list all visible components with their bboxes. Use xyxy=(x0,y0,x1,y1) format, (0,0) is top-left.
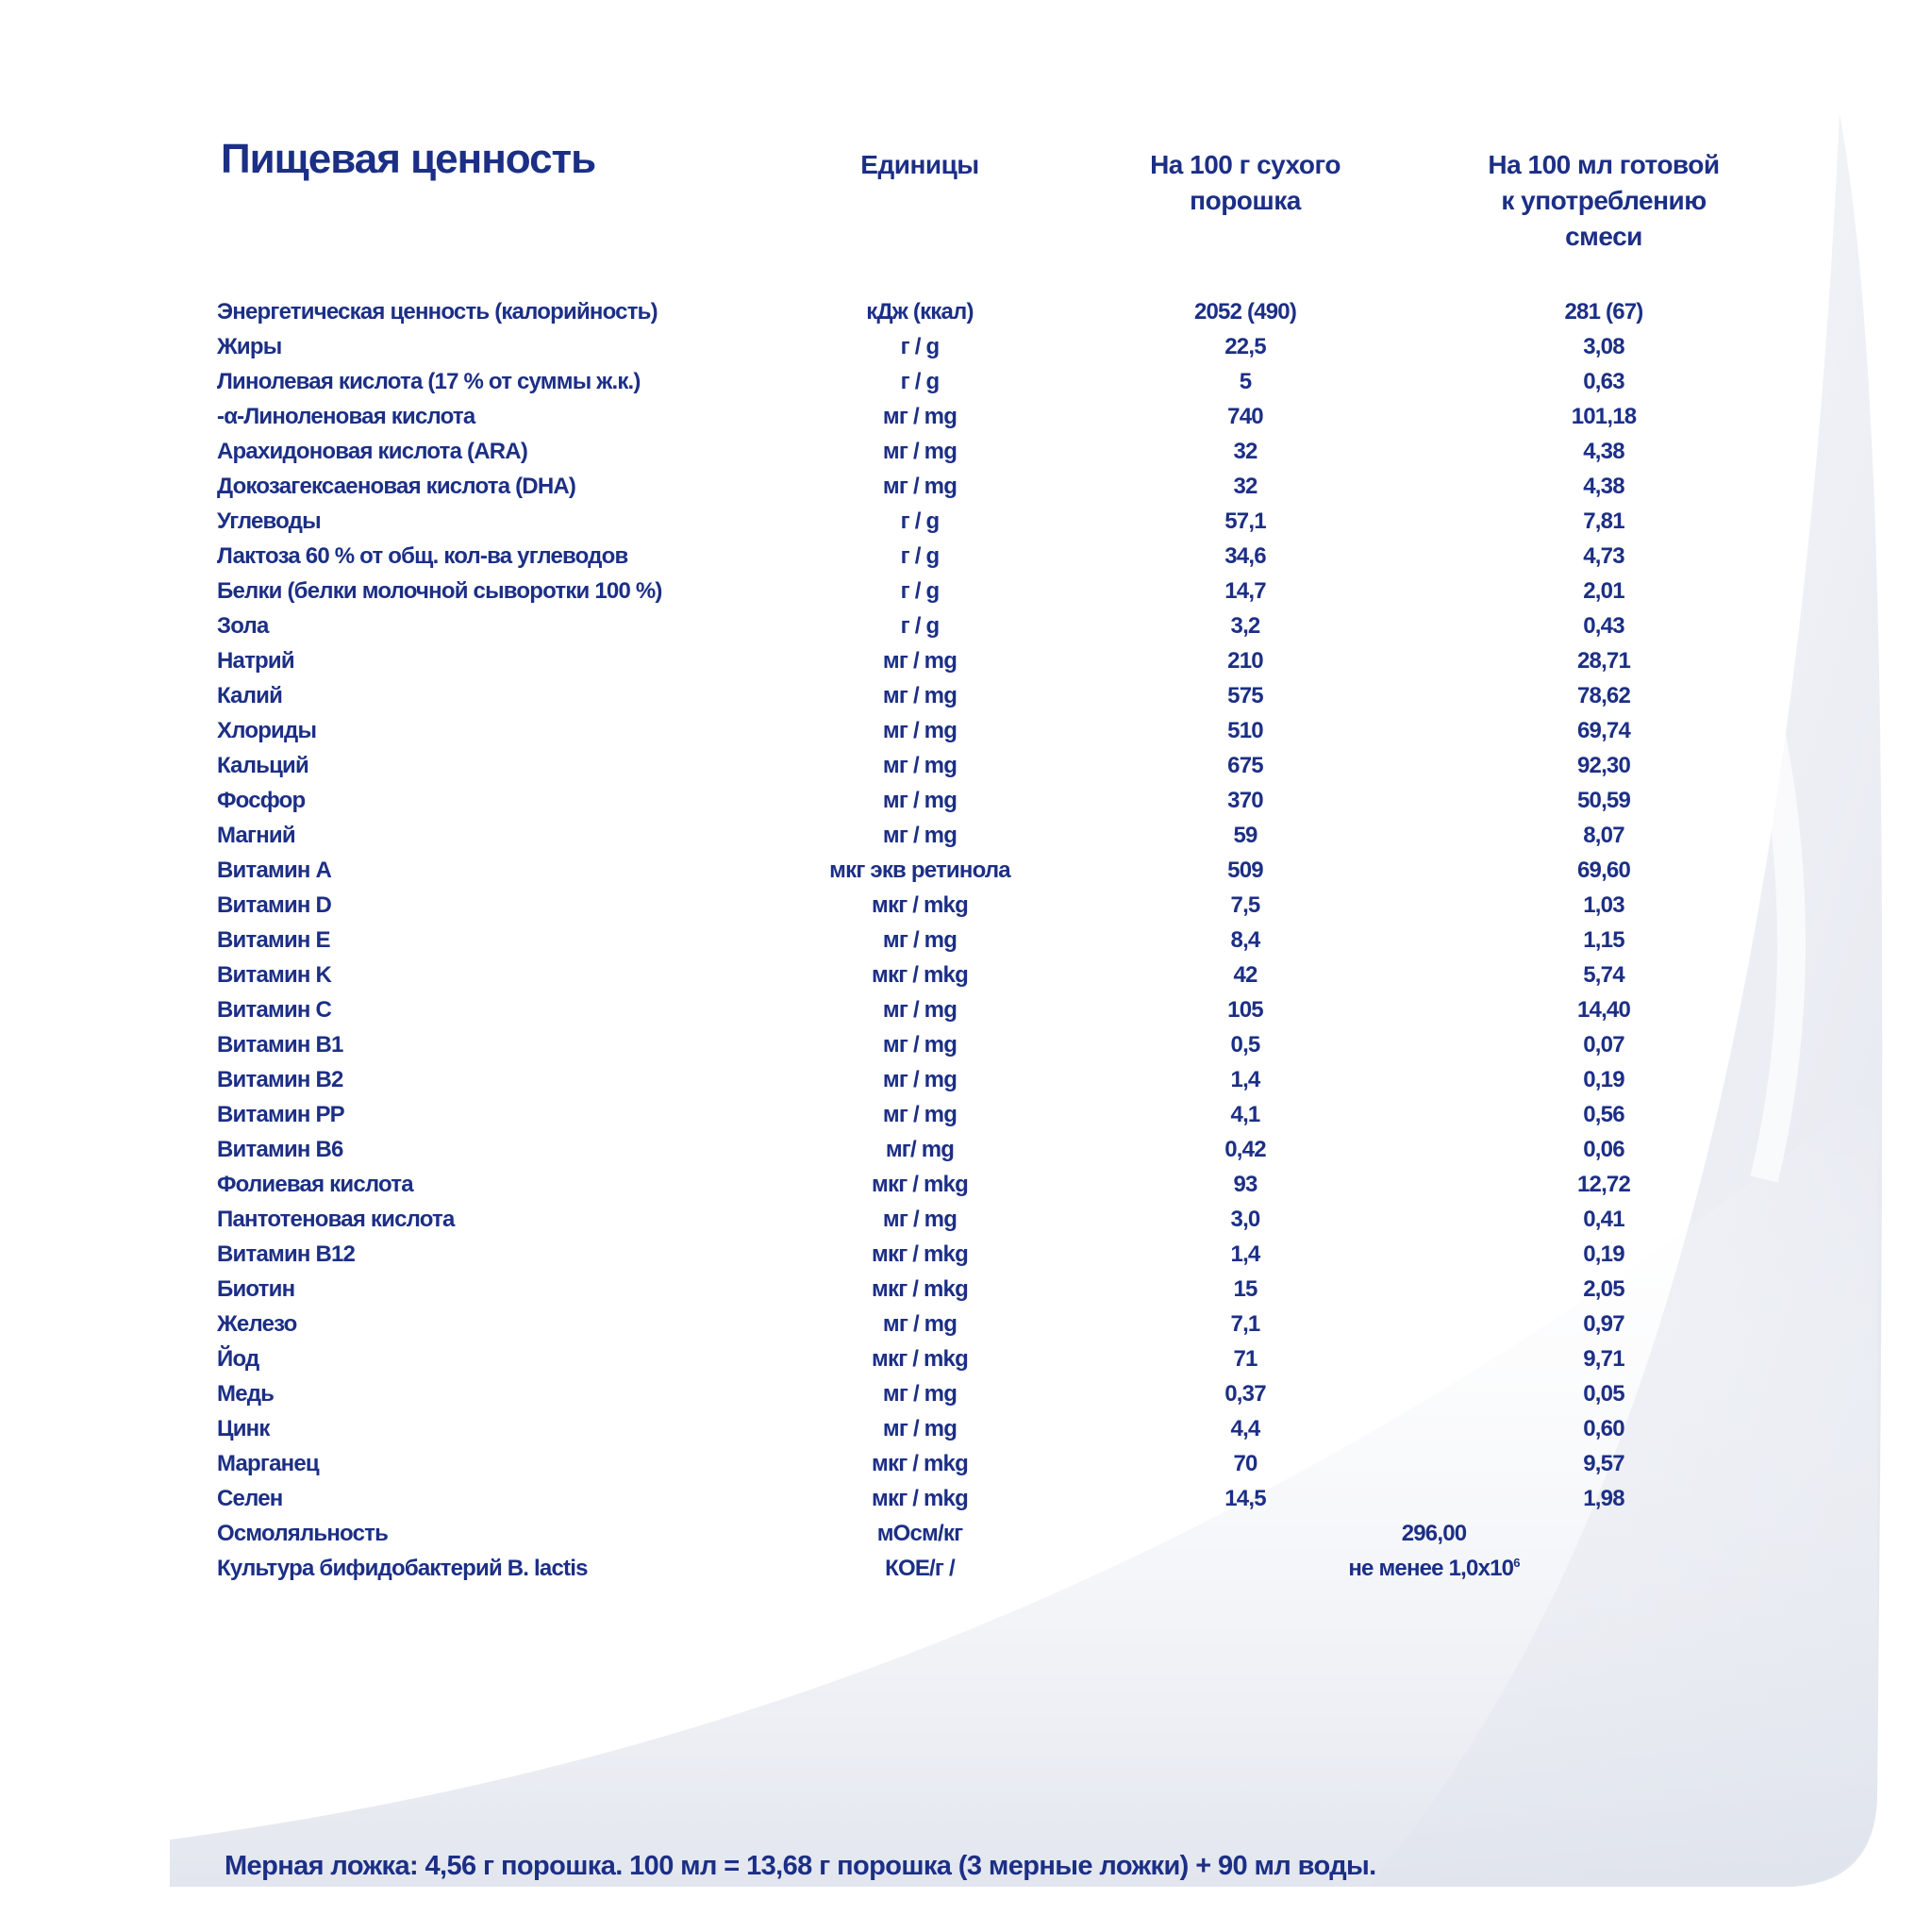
value-per-100ml-ready: 0,43 xyxy=(1583,613,1624,639)
table-row xyxy=(0,818,1932,853)
nutrient-name: Лактоза 60 % от общ. кол-ва углеводов xyxy=(217,543,628,569)
value-per-100g-dry: 1,4 xyxy=(1230,1241,1260,1267)
nutrient-name: Йод xyxy=(217,1346,259,1372)
table-row xyxy=(0,364,1932,399)
value-per-100g-dry: 1,4 xyxy=(1230,1067,1260,1092)
nutrient-unit: г / g xyxy=(900,334,940,359)
nutrient-name: Докозагексаеновая кислота (DHA) xyxy=(217,474,576,499)
nutrient-name: Витамин C xyxy=(217,997,331,1023)
value-per-100g-dry: 32 xyxy=(1233,474,1257,499)
table-row xyxy=(0,1027,1932,1062)
table-row xyxy=(0,608,1932,643)
nutrient-unit: мг / mg xyxy=(882,439,958,464)
nutrient-unit: мг / mg xyxy=(882,648,958,674)
nutrient-unit: мг / mg xyxy=(882,474,958,499)
value-per-100g-dry: 105 xyxy=(1227,997,1263,1023)
value-per-100g-dry: 0,37 xyxy=(1224,1381,1266,1407)
value-per-100g-dry: 42 xyxy=(1233,962,1257,988)
nutrient-unit: г / g xyxy=(900,369,940,394)
nutrient-name: -α-Линоленовая кислота xyxy=(217,404,475,429)
value-per-100ml-ready: 2,01 xyxy=(1583,578,1624,604)
value-per-100g-dry: 34,6 xyxy=(1224,543,1266,569)
table-row xyxy=(0,888,1932,923)
nutrient-unit: г / g xyxy=(900,578,940,604)
value-per-100ml-ready: 69,60 xyxy=(1576,858,1631,883)
value-per-100g-dry: 22,5 xyxy=(1224,334,1266,359)
value-per-100ml-ready: 281 (67) xyxy=(1564,299,1643,325)
value-per-100ml-ready: 3,08 xyxy=(1583,334,1624,359)
footer-note: Мерная ложка: 4,56 г порошка. 100 мл = 13,68 г порошка (3 мерные ложки) + 90 мл воды. xyxy=(225,1851,1376,1881)
value-per-100ml-ready: 2,05 xyxy=(1583,1276,1624,1302)
nutrient-unit: мг / mg xyxy=(882,788,958,813)
nutrient-unit: мг / mg xyxy=(882,404,958,429)
column-header-dry-powder xyxy=(1123,147,1368,219)
value-per-100g-dry: 510 xyxy=(1227,718,1263,743)
nutrient-name: Витамин D xyxy=(217,892,331,918)
table-row xyxy=(0,1097,1932,1132)
nutrient-name: Витамин B6 xyxy=(217,1137,343,1162)
nutrient-name: Витамин K xyxy=(217,962,331,988)
nutrient-unit: мкг / mkg xyxy=(872,1276,968,1302)
nutrient-name: Железо xyxy=(217,1311,297,1337)
value-per-100ml-ready: 9,57 xyxy=(1583,1451,1624,1476)
value-per-100g-dry: 14,5 xyxy=(1224,1486,1266,1511)
value-per-100g-dry: 575 xyxy=(1227,683,1263,708)
nutrient-unit: мкг / mkg xyxy=(872,962,968,988)
nutrient-name: Энергетическая ценность (калорийность) xyxy=(217,299,658,325)
table-row xyxy=(0,1411,1932,1446)
table-row xyxy=(0,434,1932,469)
table-row xyxy=(0,1446,1932,1481)
nutrient-unit: мг / mg xyxy=(882,997,958,1023)
table-row xyxy=(0,783,1932,818)
table-row xyxy=(0,294,1932,329)
value-per-100ml-ready: 0,41 xyxy=(1583,1207,1624,1232)
merged-value xyxy=(1330,1551,1538,1586)
value-per-100g-dry: 70 xyxy=(1233,1451,1257,1476)
column-header-units xyxy=(825,147,1014,183)
nutrient-unit: КОЕ/г / xyxy=(885,1556,955,1581)
nutrient-name: Калий xyxy=(217,683,283,708)
table-row xyxy=(0,853,1932,888)
column-header-dry-line: На 100 г сухого xyxy=(1150,150,1341,179)
value-per-100ml-ready: 78,62 xyxy=(1576,683,1631,708)
table-row xyxy=(0,1516,1932,1551)
table-row xyxy=(0,539,1932,574)
nutrient-name: Витамин B12 xyxy=(217,1241,356,1267)
nutrient-unit: мг / mg xyxy=(882,1102,958,1127)
nutrient-unit: г / g xyxy=(900,508,940,534)
nutrient-name: Жиры xyxy=(217,334,282,359)
value-per-100g-dry: 93 xyxy=(1233,1172,1257,1197)
value-per-100ml-ready: 4,73 xyxy=(1583,543,1624,569)
table-row xyxy=(0,713,1932,748)
value-per-100ml-ready: 0,19 xyxy=(1583,1241,1624,1267)
value-per-100ml-ready: 14,40 xyxy=(1576,997,1631,1023)
table-row xyxy=(0,992,1932,1027)
value-per-100g-dry: 675 xyxy=(1227,753,1263,778)
exponent: 6 xyxy=(1513,1556,1520,1570)
nutrient-unit: мкг / mkg xyxy=(872,1486,968,1511)
value-per-100g-dry: 3,0 xyxy=(1230,1207,1260,1232)
nutrient-unit: мг / mg xyxy=(882,1032,958,1058)
value-per-100g-dry: 15 xyxy=(1233,1276,1257,1302)
nutrient-unit: мкг экв ретинола xyxy=(829,858,1010,883)
value-per-100ml-ready: 50,59 xyxy=(1576,788,1631,813)
nutrient-unit: мкг / mkg xyxy=(872,1241,968,1267)
value-per-100ml-ready: 9,71 xyxy=(1583,1346,1624,1372)
nutrient-name: Углеводы xyxy=(217,508,321,534)
table-row xyxy=(0,1341,1932,1376)
column-header-ready-line: к употреблению xyxy=(1501,186,1707,215)
value-per-100ml-ready: 0,07 xyxy=(1583,1032,1624,1058)
value-per-100ml-ready: 69,74 xyxy=(1576,718,1631,743)
value-per-100g-dry: 59 xyxy=(1233,823,1257,848)
value-per-100ml-ready: 101,18 xyxy=(1571,404,1637,429)
nutrient-name: Культура бифидобактерий B. lactis xyxy=(217,1556,588,1581)
nutrient-unit: мг / mg xyxy=(882,753,958,778)
value-per-100ml-ready: 0,56 xyxy=(1583,1102,1624,1127)
table-row xyxy=(0,1272,1932,1307)
value-per-100g-dry: 0,5 xyxy=(1230,1032,1260,1058)
nutrient-unit: мг / mg xyxy=(882,718,958,743)
table-row xyxy=(0,574,1932,608)
nutrient-unit: мкг / mkg xyxy=(872,1172,968,1197)
nutrient-name: Хлориды xyxy=(217,718,317,743)
table-row xyxy=(0,469,1932,504)
nutrient-name: Зола xyxy=(217,613,269,639)
value-per-100ml-ready: 1,98 xyxy=(1583,1486,1624,1511)
value-per-100ml-ready: 0,97 xyxy=(1583,1311,1624,1337)
column-header-dry-line: порошка xyxy=(1190,186,1301,215)
value-per-100g-dry: 57,1 xyxy=(1224,508,1266,534)
nutrient-name: Витамин E xyxy=(217,927,330,953)
nutrient-name: Кальций xyxy=(217,753,308,778)
nutrient-unit: мг / mg xyxy=(882,1067,958,1092)
nutrient-name: Цинк xyxy=(217,1416,270,1441)
nutrient-name: Витамин PP xyxy=(217,1102,344,1127)
column-header-ready-line: смеси xyxy=(1565,222,1642,251)
nutrient-unit: мг / mg xyxy=(882,683,958,708)
value-per-100ml-ready: 12,72 xyxy=(1576,1172,1631,1197)
merged-value xyxy=(1330,1516,1538,1551)
nutrient-name: Биотин xyxy=(217,1276,295,1302)
table-row xyxy=(0,329,1932,364)
nutrient-name: Белки (белки молочной сыворотки 100 %) xyxy=(217,578,662,604)
value-per-100g-dry: 370 xyxy=(1227,788,1263,813)
nutrient-unit: мкг / mkg xyxy=(872,1346,968,1372)
value-per-100ml-ready: 0,06 xyxy=(1583,1137,1624,1162)
value-per-100g-dry: 32 xyxy=(1233,439,1257,464)
nutrient-unit: мкг / mkg xyxy=(872,1451,968,1476)
table-row xyxy=(0,923,1932,958)
value-per-100ml-ready: 4,38 xyxy=(1583,439,1624,464)
nutrient-unit: мг / mg xyxy=(882,1381,958,1407)
table-row xyxy=(0,1307,1932,1341)
table-row xyxy=(0,1376,1932,1411)
nutrient-unit: мг / mg xyxy=(882,823,958,848)
value-per-100ml-ready: 8,07 xyxy=(1583,823,1624,848)
nutrient-name: Витамин B2 xyxy=(217,1067,343,1092)
nutrient-name: Линолевая кислота (17 % от суммы ж.к.) xyxy=(217,369,641,394)
table-row xyxy=(0,1202,1932,1237)
column-header-units-label: Единицы xyxy=(860,150,979,179)
value-per-100g-dry: 3,2 xyxy=(1230,613,1260,639)
nutrient-unit: мг / mg xyxy=(882,1207,958,1232)
table-row xyxy=(0,748,1932,783)
value-per-100ml-ready: 0,60 xyxy=(1583,1416,1624,1441)
value-per-100ml-ready: 1,15 xyxy=(1583,927,1624,953)
nutrient-unit: кДж (ккал) xyxy=(866,299,974,325)
value-per-100ml-ready: 7,81 xyxy=(1583,508,1624,534)
value-per-100ml-ready: 5,74 xyxy=(1583,962,1624,988)
nutrient-unit: мг / mg xyxy=(882,1311,958,1337)
table-row xyxy=(0,1167,1932,1202)
table-row xyxy=(0,643,1932,678)
nutrient-name: Витамин A xyxy=(217,858,331,883)
value-per-100ml-ready: 0,19 xyxy=(1583,1067,1624,1092)
nutrient-name: Осмоляльность xyxy=(217,1521,389,1546)
value-per-100g-dry: 0,42 xyxy=(1224,1137,1266,1162)
table-row xyxy=(0,1062,1932,1097)
nutrient-unit: г / g xyxy=(900,543,940,569)
value-per-100g-dry: 4,1 xyxy=(1230,1102,1260,1127)
column-header-ready-formula xyxy=(1457,147,1750,255)
value-per-100ml-ready: 28,71 xyxy=(1576,648,1631,674)
nutrient-unit: мг / mg xyxy=(882,1416,958,1441)
nutrient-name: Пантотеновая кислота xyxy=(217,1207,455,1232)
table-row xyxy=(0,1132,1932,1167)
table-row xyxy=(0,1237,1932,1272)
nutrient-name: Натрий xyxy=(217,648,294,674)
nutrient-name: Витамин B1 xyxy=(217,1032,343,1058)
value-per-100g-dry: 2052 (490) xyxy=(1193,299,1297,325)
nutrient-name: Магний xyxy=(217,823,295,848)
value-per-100g-dry: 509 xyxy=(1227,858,1263,883)
nutrient-name: Арахидоновая кислота (ARA) xyxy=(217,439,528,464)
value-per-100ml-ready: 4,38 xyxy=(1583,474,1624,499)
table-row xyxy=(0,1481,1932,1516)
value-per-100g-dry: 71 xyxy=(1233,1346,1257,1372)
value-per-100g-dry: 5 xyxy=(1239,369,1252,394)
value-per-100g-dry: 740 xyxy=(1227,404,1263,429)
value-per-100ml-ready: 0,63 xyxy=(1583,369,1624,394)
merged-value-text: не менее 1,0x10 xyxy=(1348,1556,1514,1581)
column-header-ready-line: На 100 мл готовой xyxy=(1488,150,1720,179)
nutrient-unit: мОсм/кг xyxy=(876,1521,963,1546)
table-row xyxy=(0,399,1932,434)
nutrient-name: Фолиевая кислота xyxy=(217,1172,413,1197)
table-row xyxy=(0,678,1932,713)
nutrition-table xyxy=(0,294,1932,1586)
table-header xyxy=(0,132,1932,274)
value-per-100g-dry: 8,4 xyxy=(1230,927,1260,953)
nutrient-unit: г / g xyxy=(900,613,940,639)
value-per-100ml-ready: 0,05 xyxy=(1583,1381,1624,1407)
nutrient-unit: мг / mg xyxy=(882,927,958,953)
nutrient-unit: мг/ mg xyxy=(885,1137,955,1162)
value-per-100ml-ready: 92,30 xyxy=(1576,753,1631,778)
value-per-100g-dry: 14,7 xyxy=(1224,578,1266,604)
table-row xyxy=(0,1551,1932,1586)
nutrient-name: Селен xyxy=(217,1486,283,1511)
nutrient-name: Марганец xyxy=(217,1451,319,1476)
nutrient-unit: мкг / mkg xyxy=(872,892,968,918)
value-per-100g-dry: 7,1 xyxy=(1230,1311,1260,1337)
merged-value-text: 296,00 xyxy=(1401,1521,1467,1546)
nutrient-name: Медь xyxy=(217,1381,275,1407)
table-row xyxy=(0,504,1932,539)
value-per-100ml-ready: 1,03 xyxy=(1583,892,1624,918)
table-row xyxy=(0,958,1932,992)
page-title: Пищевая ценность xyxy=(221,136,596,182)
value-per-100g-dry: 210 xyxy=(1227,648,1263,674)
value-per-100g-dry: 7,5 xyxy=(1230,892,1260,918)
nutrient-name: Фосфор xyxy=(217,788,306,813)
value-per-100g-dry: 4,4 xyxy=(1230,1416,1260,1441)
